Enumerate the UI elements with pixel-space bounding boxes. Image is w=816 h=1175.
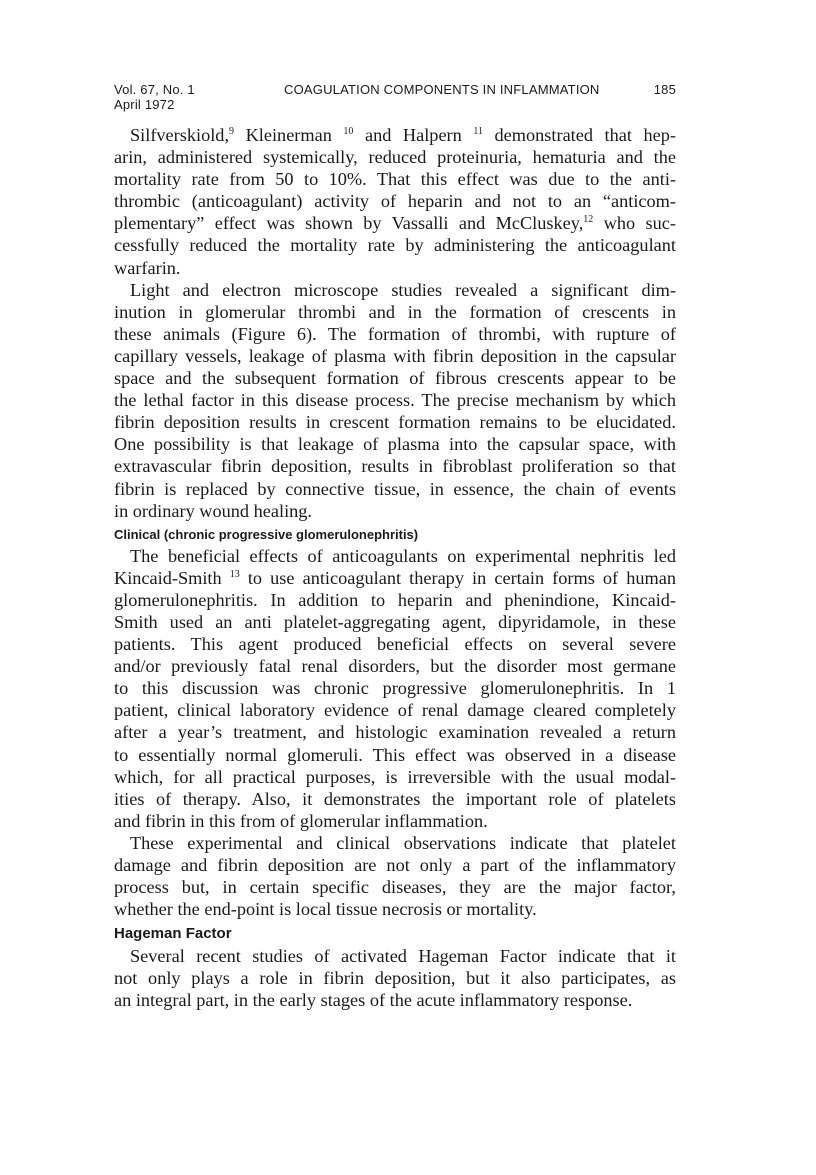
text-line: these animals (Figure 6). The formation of thrombi, with rupture of [114, 323, 676, 344]
text-line: mortality rate from 50 to 10%. That this effect was due to the anti- [114, 169, 676, 190]
text-line: Smith used an anti platelet-aggregating agent, dipyridamole, in these [114, 611, 676, 632]
reference-marker: 9 [229, 126, 235, 137]
text-line: in ordinary wound healing. [114, 500, 313, 521]
text-line: Several recent studies of activated Hageman Factor indicate that it [130, 946, 676, 967]
text-line: inution in glomerular thrombi and in the formation of crescents in [114, 301, 676, 322]
text-line: fibrin deposition results in crescent formation remains to be elucidated. [114, 412, 676, 433]
text-line: patient, clinical laboratory evidence of renal damage cleared completely [114, 700, 676, 721]
text-line: These experimental and clinical observations indicate that platelet [130, 832, 676, 853]
reference-marker: 10 [343, 126, 354, 137]
section-heading-clinical: Clinical (chronic progressive glomerulonephritis) [114, 526, 419, 542]
text-line: ities of therapy. Also, it demonstrates the important role of platelets [114, 788, 676, 809]
text-line: arin, administered systemically, reduced proteinuria, hematuria and the [114, 147, 676, 168]
text-line: damage and fibrin deposition are not only a part of the inflammatory [114, 855, 676, 875]
text-line: One possibility is that leakage of plasma into the capsular space, with [114, 434, 676, 455]
text-line: after a year’s treatment, and histologic examination revealed a return [114, 722, 676, 743]
text-line: Light and electron microscope studies revealed a significant dim- [130, 279, 676, 300]
text-line: extravascular fibrin deposition, results in fibroblast proliferation so that [114, 456, 676, 477]
text-line: and fibrin in this from of glomerular inflammation. [114, 810, 488, 831]
reference-marker: 12 [583, 214, 594, 226]
text-line: to essentially normal glomeruli. This effect was observed in a disease [114, 744, 676, 765]
reference-marker: 13 [229, 568, 240, 580]
paragraph [114, 124, 676, 279]
issue-date: April 1972 [114, 97, 175, 112]
text-line: the lethal factor in this disease process. The precise mechanism by which [114, 390, 676, 411]
page-number: 185 [653, 82, 676, 97]
text-line: Kincaid-Smith $^{13}$ to use anticoagulant therapy in certain forms of human [114, 567, 676, 588]
issue-info [114, 82, 195, 112]
text-line: an integral part, in the early stages of the acute inflammatory response. [114, 990, 633, 1011]
reference-marker: 11 [473, 126, 483, 137]
text-line: cessfully reduced the mortality rate by administering the anticoagulant [114, 235, 676, 256]
text-line: space and the subsequent formation of fibrous crescents appear to be [114, 368, 676, 389]
text-line: Silfverskiold,$^9$ Kleinerman $^{10}$ and Halpern $^{11}$ demonstrated that hep- [130, 125, 677, 145]
text-line: not only plays a role in fibrin deposition, but it also participates, as [114, 968, 676, 989]
running-header [114, 82, 676, 116]
text-line: patients. This agent produced beneficial effects on several severe [114, 634, 676, 655]
text-line: whether the end-point is local tissue necrosis or mortality. [114, 899, 537, 920]
text-line: glomerulonephritis. In addition to heparin and phenindione, Kincaid- [114, 589, 676, 610]
text-line: capillary vessels, leakage of plasma with fibrin deposition in the capsular [114, 345, 676, 366]
text-line: The beneficial effects of anticoagulants on experimental nephritis led [130, 545, 676, 566]
text-line: fibrin is replaced by connective tissue, in essence, the chain of events [114, 478, 676, 499]
running-title: COAGULATION COMPONENTS IN INFLAMMATION [284, 82, 600, 97]
section-heading-hageman: Hageman Factor [114, 925, 232, 943]
article-body [114, 124, 676, 1012]
text-line: which, for all practical purposes, is irreversible with the usual modal- [114, 766, 676, 787]
paragraph [114, 945, 676, 1011]
text-line: warfarin. [114, 257, 181, 278]
text-line: thrombic (anticoagulant) activity of heparin and not to an “anticom- [114, 191, 676, 212]
paragraph [114, 832, 676, 920]
volume-label: Vol. 67, No. 1 [114, 82, 195, 97]
text-line: to this discussion was chronic progressive glomerulonephritis. In 1 [114, 678, 676, 699]
paragraph [114, 545, 676, 832]
text-line: and/or previously fatal renal disorders, but the disorder most germane [114, 656, 676, 677]
text-line: process but, in certain specific diseases, they are the major factor, [114, 877, 676, 898]
paragraph [114, 279, 676, 522]
text-line: plementary” effect was shown by Vassalli and McCluskey,$^{12}$ who suc- [114, 213, 676, 234]
